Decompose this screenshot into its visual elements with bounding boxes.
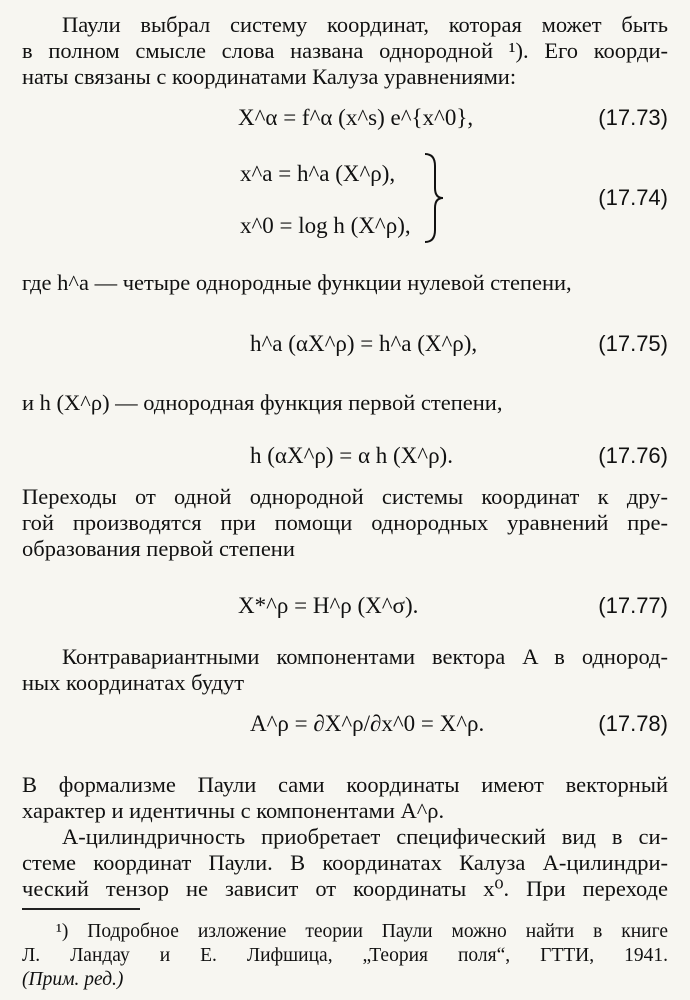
- equation-text: h^a (αX^ρ) = h^a (X^ρ),: [250, 331, 478, 356]
- equation-text: X*^ρ = H^ρ (X^σ).: [238, 593, 419, 618]
- equation-17-78: [250, 710, 484, 738]
- footnote-rule: [22, 908, 140, 910]
- text-line: Контравариантными компонентами вектора A в однород-: [62, 644, 668, 669]
- right-brace: [423, 152, 445, 244]
- equation-17-75: [250, 330, 477, 358]
- equation-number: (17.78): [598, 711, 668, 736]
- text-line: и h (X^ρ) — однородная функция первой степени,: [22, 390, 503, 415]
- text-line: наты связаны с координатами Калуза уравнениями:: [22, 64, 517, 89]
- equation-number: (17.77): [598, 593, 668, 618]
- equation-17-74b: [240, 212, 411, 240]
- text-line: в полном смысле слова названа однородной ¹). Его коорди-: [22, 38, 668, 63]
- equation-17-73: [238, 104, 473, 132]
- text-line: A-цилиндричность приобретает специфический вид в си-: [62, 824, 668, 849]
- equation-17-76: [250, 442, 453, 470]
- text-line: стеме координат Паули. В координатах Калуза A-цилиндри-: [22, 850, 668, 875]
- equation-text: h (αX^ρ) = α h (X^ρ).: [250, 443, 453, 468]
- text-line: В формализме Паули сами координаты имеют векторный: [22, 772, 668, 797]
- equation-number: (17.73): [598, 105, 668, 130]
- text-line: Переходы от одной однородной системы координат к дру-: [22, 484, 668, 509]
- text-line: ных координатах будут: [22, 670, 245, 695]
- text-line: характер и идентичны с компонентами A^ρ.: [22, 798, 445, 823]
- text-line: гой производятся при помощи однородных уравнений пре-: [22, 510, 668, 535]
- equation-17-74a: [240, 160, 395, 188]
- equation-number: (17.76): [598, 443, 668, 468]
- equation-number: (17.74): [598, 185, 668, 210]
- equation-text: x^0 = log h (X^ρ),: [240, 213, 411, 238]
- footnote-line: ¹) Подробное изложение теории Паули можно найти в книге: [56, 921, 668, 942]
- footnote-line: Л. Ландау и Е. Лифшица, „Теория поля“, ГТТИ, 1941.: [22, 945, 668, 966]
- footnote-line: (Прим. ред.): [22, 969, 124, 990]
- text-line: Паули выбрал систему координат, которая может быть: [62, 12, 668, 37]
- equation-number: (17.75): [598, 331, 668, 356]
- equation-text: A^ρ = ∂X^ρ/∂x^0 = X^ρ.: [250, 711, 485, 736]
- text-line: где h^a — четыре однородные функции нулевой степени,: [22, 270, 572, 295]
- equation-17-77: [238, 592, 418, 620]
- equation-text: x^a = h^a (X^ρ),: [240, 161, 396, 186]
- text-line: образования первой степени: [22, 536, 295, 561]
- text-line: ческий тензор не зависит от координаты x⁰. При переходе: [22, 876, 668, 901]
- equation-text: X^α = f^α (x^s) e^{x^0},: [238, 105, 474, 130]
